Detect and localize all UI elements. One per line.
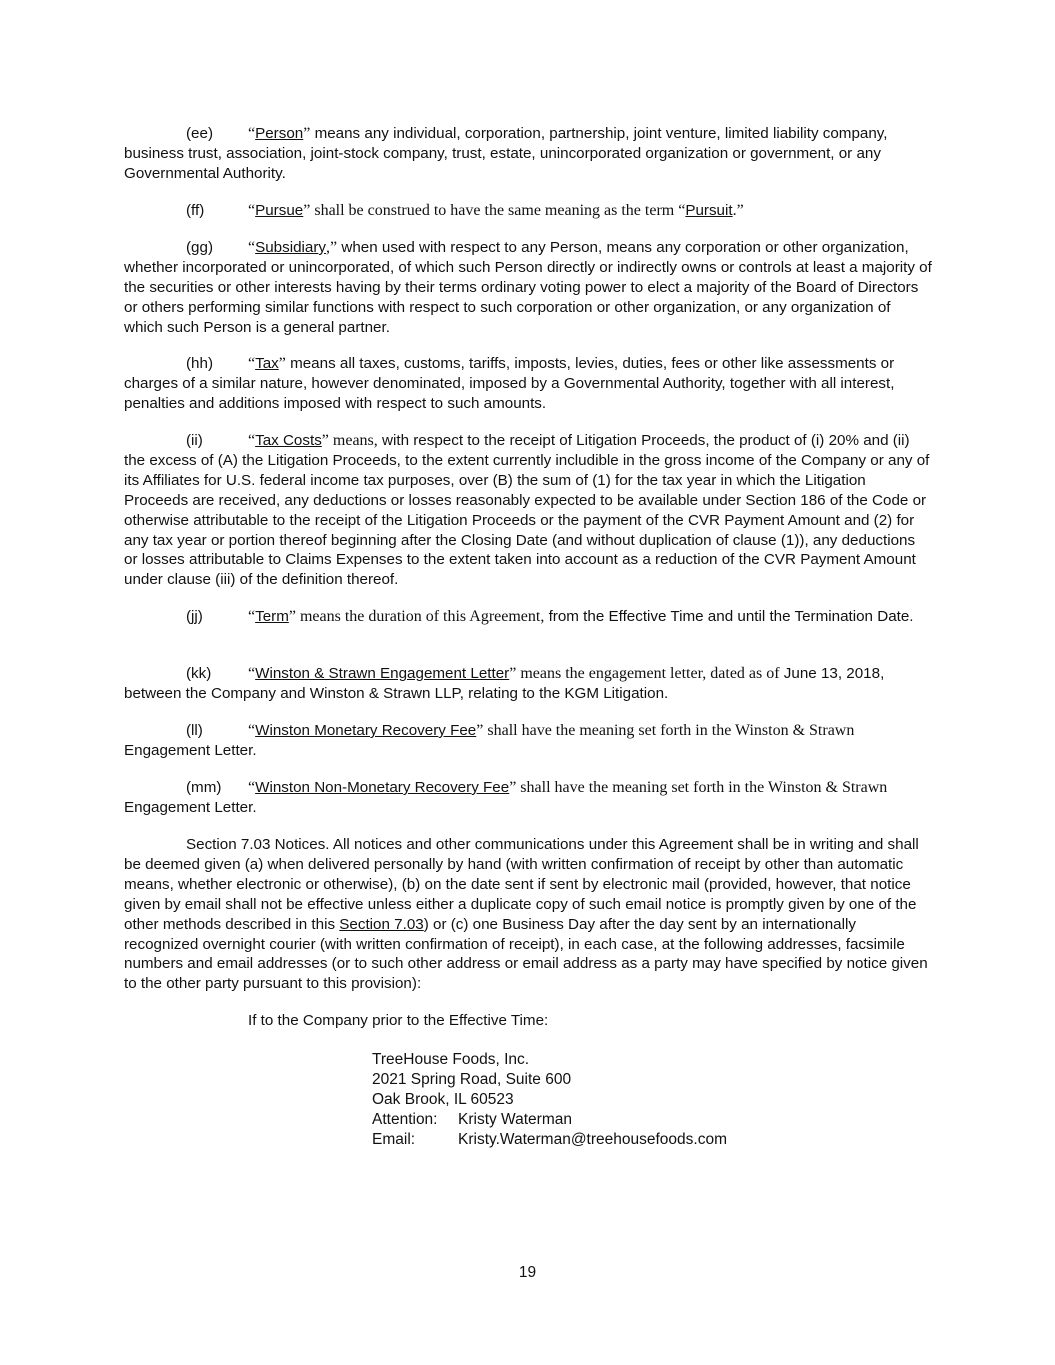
address-email: Email: Kristy.Waterman@treehousefoods.com xyxy=(372,1130,728,1148)
notice-address-block xyxy=(372,1050,727,1150)
defined-term: Pursue xyxy=(255,202,304,219)
address-company: TreeHouse Foods, Inc. xyxy=(372,1051,530,1068)
clause-number: (ll) xyxy=(186,722,203,739)
defined-term: Pursuit xyxy=(685,202,733,219)
definition-hh: (hh) “Tax” means all taxes, customs, tariffs, imposts, levies, duties, fees or other like assessments or charges of a similar nature, however denominated, imposed by a Governmental Authority, together with all interest, penalties and additions imposed with respect to such amounts. xyxy=(124,355,895,412)
section-heading: Section 7.03 Notices. xyxy=(186,836,330,853)
definition-gg: (gg) “Subsidiary,” when used with respect to any Person, means any corporation or other organization, whether incorporated or unincorporated, of which such Person directly or indirectly owns or controls at least a majority of the securities or other interests having by their terms ordinary voting power to elect a majority of the Board of Directors or others performing similar functions with respect to such corporation or other organization, or any organization of which such Person is a general partner. xyxy=(124,239,932,336)
clause-number: (hh) xyxy=(186,355,214,372)
page-number: 19 xyxy=(518,1264,537,1281)
definition-ll: (ll) “Winston Monetary Recovery Fee” shall have the meaning set forth in the Winston & Strawn Engagement Letter. xyxy=(124,722,855,759)
section-cross-reference: Section 7.03 xyxy=(339,915,424,933)
clause-number: (mm) xyxy=(186,779,222,796)
section-7-03-notices: Section 7.03 Notices. All notices and other communications under this Agreement shall be in writing and shall be deemed given (a) when delivered personally by hand (with written confirmation of receipt by other than automatic means, whether electronic or otherwise), (b) on the date sent if sent by electronic mail (provided, however, that notice given by email shall not be effective unless either a duplicate copy of such email notice is promptly given by one of the other methods described in this Section 7.03) or (c) one Business Day after the day sent by an internationally recognized overnight courier (with written confirmation of receipt), in each case, at the following addresses, facsimile numbers and email addresses (or to such other address or email address as a party may have specified by notice given to the other party pursuant to this provision): xyxy=(124,836,928,993)
clause-number: (ee) xyxy=(186,125,214,142)
clause-number: (gg) xyxy=(186,239,214,256)
definition-ii: (ii) “Tax Costs” means, with respect to the receipt of Litigation Proceeds, the product of (i) 20% and (ii) the excess of (A) the Litigation Proceeds, to the extent currently includible in the gross income of the Company or any of its Affiliates for U.S. federal income tax purposes, over (B) the sum of (1) for the tax year in which the Litigation Proceeds are received, any deductions or losses reasonably expected to be available under Section 186 of the Code or otherwise attributable to the receipt of the Litigation Proceeds or the payment of the CVR Payment Amount and (2) for any tax year or portion thereof beginning after the Closing Date (and without duplication of clause (1)), any deductions or losses attributable to Claims Expenses to the extent taken into account as a reduction of the CVR Payment Amount under clause (iii) of the definition thereof. xyxy=(124,432,930,589)
defined-term: Term xyxy=(255,608,289,625)
definition-ff: (ff) “Pursue” shall be construed to have the same meaning as the term “Pursuit.” xyxy=(186,202,744,219)
clause-number: (ff) xyxy=(186,202,205,219)
clause-number: (ii) xyxy=(186,432,203,449)
defined-term: Winston & Strawn Engagement Letter xyxy=(255,665,510,682)
defined-term: Subsidiary xyxy=(255,239,327,256)
definition-mm: (mm) “Winston Non-Monetary Recovery Fee” shall have the meaning set forth in the Winston & Strawn Engagement Letter. xyxy=(124,779,888,816)
definition-ee: (ee) “Person” means any individual, corporation, partnership, joint venture, limited liability company, business trust, association, joint-stock company, trust, estate, unincorporated organization or government, or any Governmental Authority. xyxy=(124,125,888,182)
clause-number: (jj) xyxy=(186,608,203,625)
address-city: Oak Brook, IL 60523 xyxy=(372,1090,514,1108)
clause-number: (kk) xyxy=(186,665,212,682)
defined-term: Tax Costs xyxy=(255,432,322,449)
definition-jj: (jj) “Term” means the duration of this Agreement, from the Effective Time and until the Termination Date. xyxy=(186,608,914,625)
notice-intro: If to the Company prior to the Effective Time: xyxy=(248,1012,549,1029)
defined-term: Winston Non-Monetary Recovery Fee xyxy=(255,779,510,796)
defined-term: Tax xyxy=(255,355,279,372)
definition-kk: (kk) “Winston & Strawn Engagement Letter” means the engagement letter, dated as of June 13, 2018, between the Company and Winston & Strawn LLP, relating to the KGM Litigation. xyxy=(124,665,885,702)
address-street: 2021 Spring Road, Suite 600 xyxy=(372,1070,572,1088)
address-attention: Attention: Kristy Waterman xyxy=(372,1110,572,1128)
defined-term: Person xyxy=(255,125,304,142)
defined-term: Winston Monetary Recovery Fee xyxy=(255,722,477,739)
